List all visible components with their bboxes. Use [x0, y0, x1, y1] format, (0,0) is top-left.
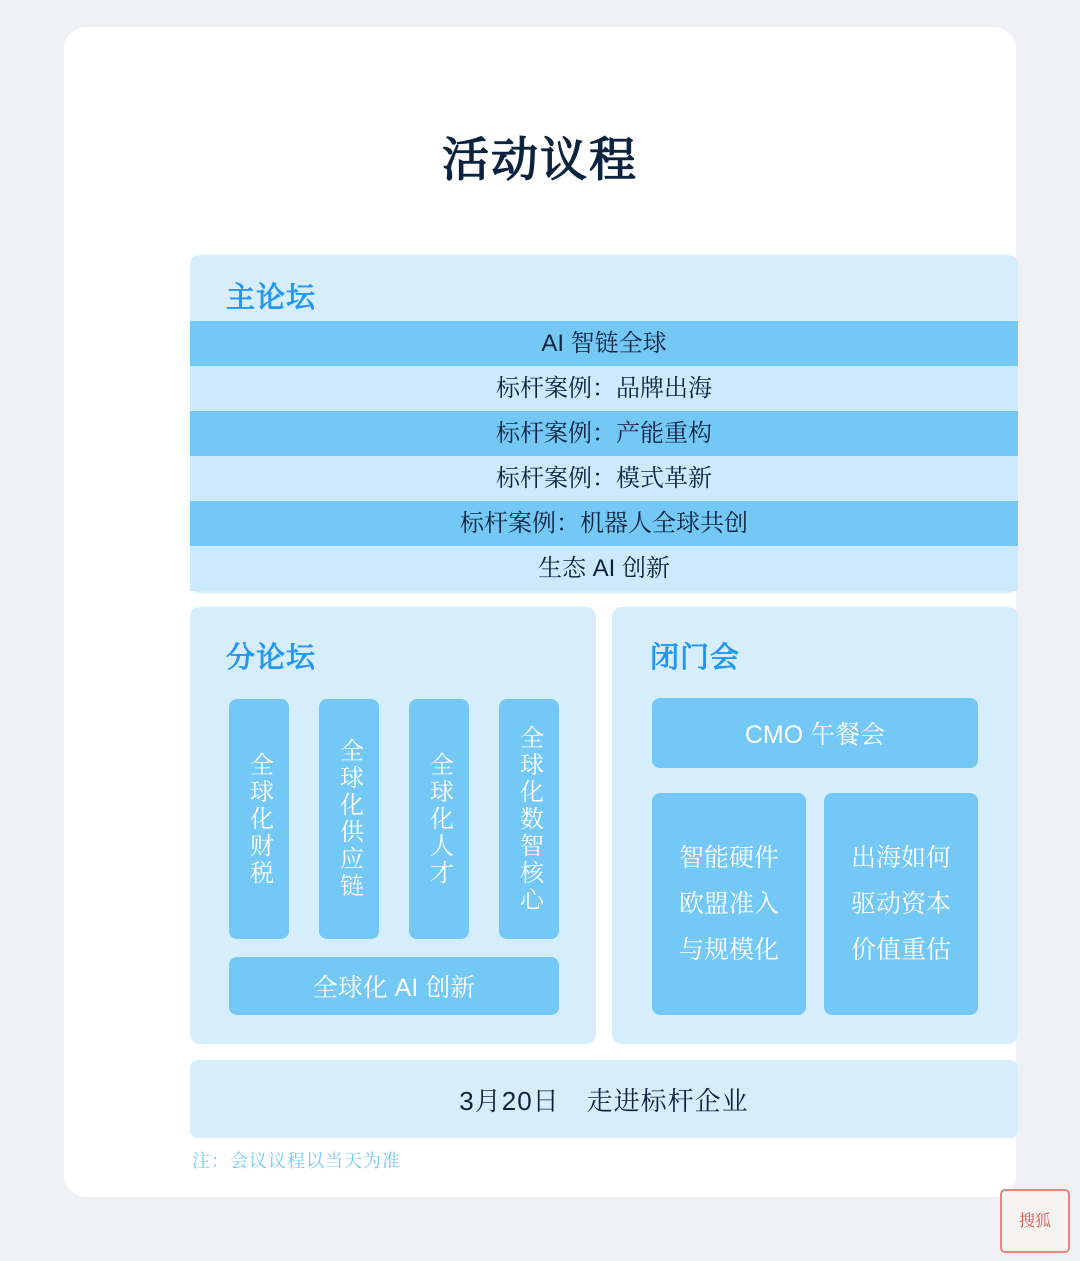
- main-forum-row[interactable]: AI 智链全球: [190, 321, 1018, 366]
- closed-door-title: 闭门会: [650, 642, 741, 674]
- closed-door-panel: [612, 607, 1018, 1044]
- page-title: 活动议程: [442, 133, 638, 186]
- main-forum-row[interactable]: 标杆案例：模式革新: [190, 456, 1018, 501]
- footnote: 注：会议议程以当天为准: [192, 1151, 401, 1171]
- main-forum-row-list: [190, 321, 1018, 591]
- sub-forum-chip-track: [229, 699, 559, 939]
- closed-door-block-row: [652, 793, 978, 1015]
- sub-forum-title: 分论坛: [226, 642, 317, 674]
- closed-door-block[interactable]: 出海如何 驱动资本 价值重估: [824, 793, 978, 1015]
- main-forum-row[interactable]: 标杆案例：品牌出海: [190, 366, 1018, 411]
- watermark-logo: [1000, 1189, 1070, 1253]
- footer-bar[interactable]: 3月20日 走进标杆企业: [190, 1060, 1018, 1138]
- sub-forum-chip[interactable]: 全球化供应链: [319, 699, 379, 939]
- sub-forum-chip[interactable]: 全球化财税: [229, 699, 289, 939]
- watermark-text: 搜狐: [1018, 1211, 1051, 1230]
- main-forum-row[interactable]: 生态 AI 创新: [190, 546, 1018, 591]
- main-forum-row[interactable]: 标杆案例：机器人全球共创: [190, 501, 1018, 546]
- closed-door-top-chip[interactable]: CMO 午餐会: [652, 698, 978, 768]
- sub-forum-wide-chip[interactable]: 全球化 AI 创新: [229, 957, 559, 1015]
- sub-forum-chip[interactable]: 全球化人才: [409, 699, 469, 939]
- main-forum-title: 主论坛: [226, 282, 317, 314]
- sub-forum-panel: [190, 607, 596, 1044]
- sub-forum-chip[interactable]: 全球化数智核心: [499, 699, 559, 939]
- poster-card: [64, 27, 1016, 1197]
- main-forum-panel: [190, 255, 1018, 593]
- closed-door-block[interactable]: 智能硬件 欧盟准入 与规模化: [652, 793, 806, 1015]
- main-forum-row[interactable]: 标杆案例：产能重构: [190, 411, 1018, 456]
